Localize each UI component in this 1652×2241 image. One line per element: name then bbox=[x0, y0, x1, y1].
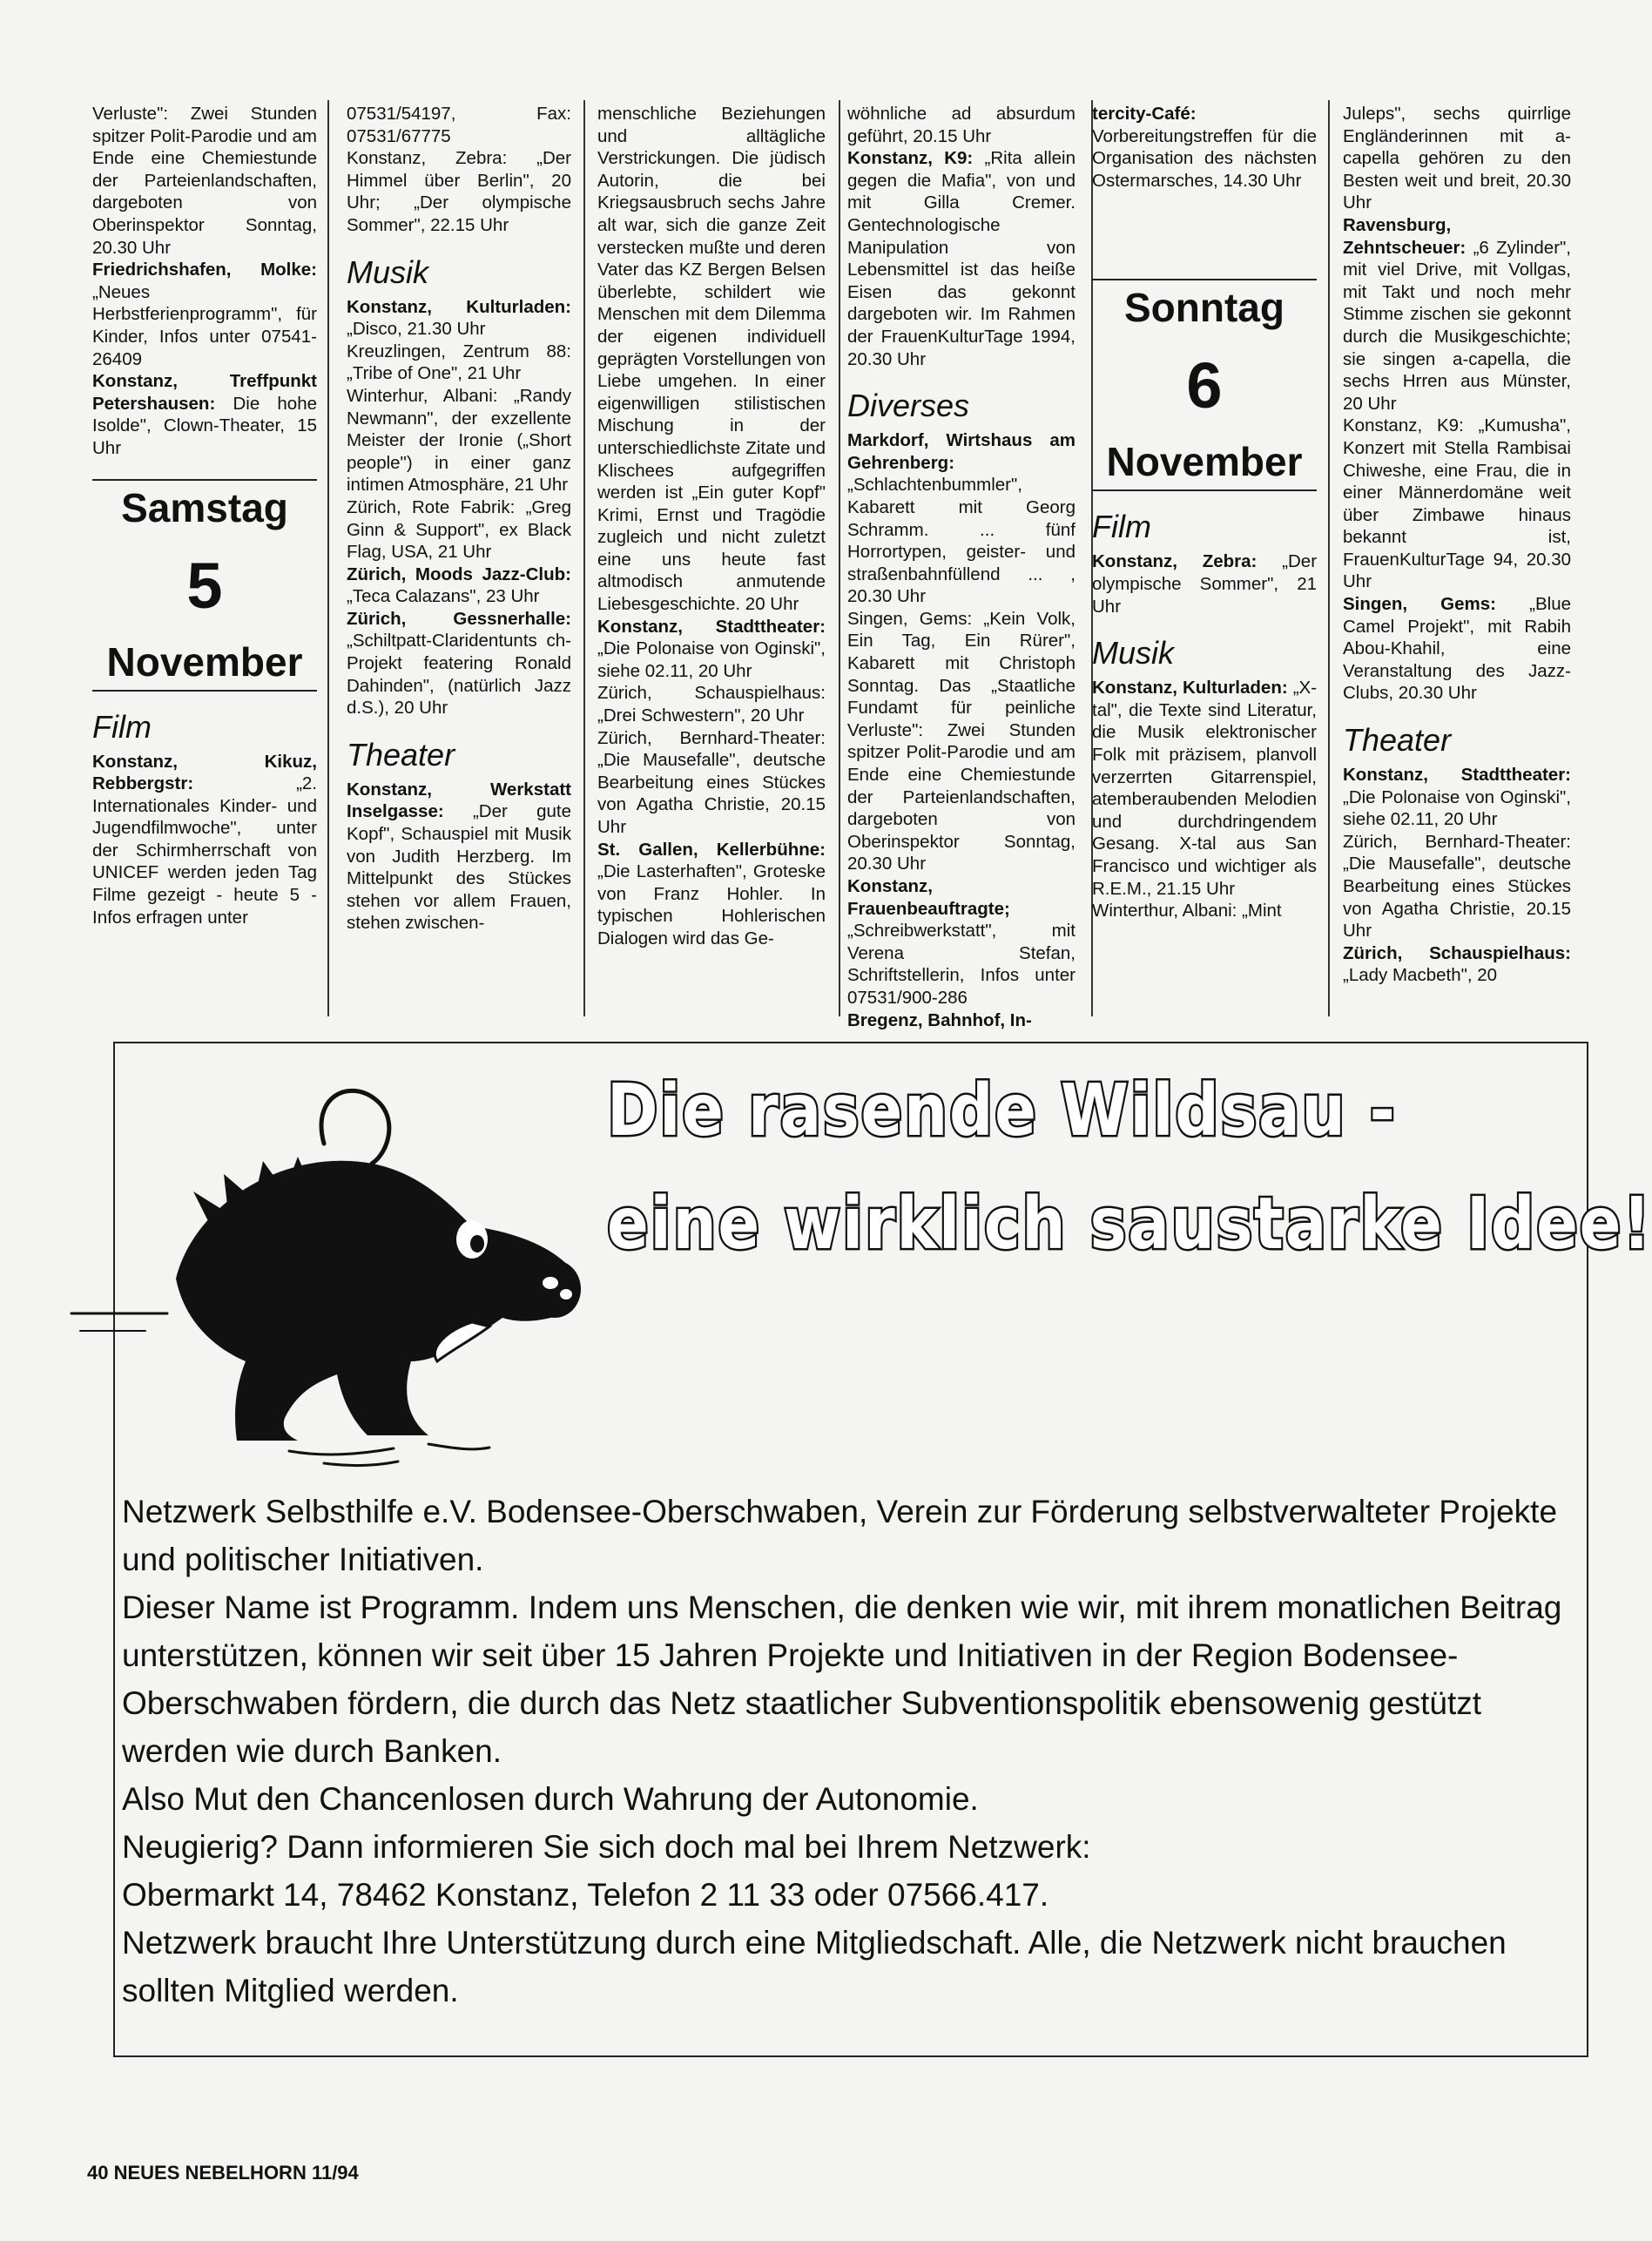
listing-entry: Konstanz, Zebra: „Der Himmel über Berlin", 20 Uhr; „Der olympische Sommer", 22.15 Uhr bbox=[347, 148, 571, 235]
ad-paragraph: Obermarkt 14, 78462 Konstanz, Telefon 2 11 33 oder 07566.417. bbox=[122, 1877, 1049, 1913]
ad-headline-line-2: eine wirklich saustarke Idee! bbox=[607, 1183, 1652, 1266]
column-6 bbox=[1343, 103, 1571, 1013]
listing-entry: Konstanz, Stadttheater: „Die Polonaise von Oginski", siehe 02.11, 20 Uhr bbox=[597, 616, 826, 681]
listing-entry: Zürich, Moods Jazz-Club: „Teca Calazans", 23 Uhr bbox=[347, 564, 571, 607]
listing-entry: Winterhur, Albani: „Randy Newmann", der exzellente Meister der Ironie („Short people") in einer ganz intimen Atmosphäre, 21 Uhr bbox=[347, 385, 571, 496]
listing-entry: Winterthur, Albani: „Mint bbox=[1092, 901, 1282, 921]
ad-paragraph: Dieser Name ist Programm. Indem uns Menschen, die denken wie wir, mit ihrem monatlichen Beitrag unterstützen, können wir seit über 15 Jahren Projekte und Initiativen in der Region Bodensee-Oberschwaben fördern, die durch das Netz staatlicher Subventionspolitik ebensowenig gestützt werden wie durch Banken. bbox=[122, 1590, 1562, 1769]
ad-headline-line-1: Die rasende Wildsau - bbox=[607, 1070, 1397, 1152]
column-4 bbox=[847, 103, 1075, 1030]
column-rule bbox=[839, 100, 840, 1016]
listing-entry: Konstanz, Kulturladen: „X-tal", die Texte sind Literatur, die Musik elektronischer Folk mit präzisem, planvoll verzerrten Gitarrenspiel, atemberaubenden Melodien und durchdringendem Gesang. X-tal aus San Francisco und wichtiger als R.E.M., 21.15 Uhr bbox=[1092, 678, 1318, 899]
listing-entry: Konstanz, Kikuz, Rebbergstr: „2. Internationales Kinder- und Jugendfilmwoche", unter der Schirmherrschaft von UNICEF werden jeden Tag Filme gezeigt - heute 5 - Infos erfragen unter bbox=[92, 751, 317, 928]
listing-entry: Verluste": Zwei Stunden spitzer Polit-Parodie und am Ende eine Chemiestunde der Parteienlandschaften, dargeboten von Oberinspektor Sonntag, 20.30 Uhr bbox=[92, 104, 317, 258]
listing-entry: Zürich, Gessnerhalle: „Schiltpatt-Claridentunts ch-Projekt featering Ronald Dahinden", (natürlich Jazz d.S.), 20 Uhr bbox=[347, 608, 571, 719]
listing-entry: Konstanz, Zebra: „Der olympische Sommer", 21 Uhr bbox=[1092, 551, 1318, 617]
listing-entry: St. Gallen, Kellerbühne: „Die Lasterhaften", Groteske von Franz Hohler. In typischen Hohlerischen Dialogen wird das Ge- bbox=[597, 839, 826, 948]
listing-entry: menschliche Beziehungen und alltägliche Verstrickungen. Die jüdisch Autorin, die bei Kriegsausbruch sechs Jahre alt war, sich die ganze Zeit verstecken mußte und deren Vater das KZ Bergen Belsen überlebte, schildert wie Menschen mit dem Dilemma der eigenen individuell geprägten Vorstellungen von Liebe umgehen. In einer eigenwilligen stilistischen Mischung in der unterschiedlichste Zitate und Klischees aufgegriffen werden ist „Ein guter Kopf" Krimi, Ernst und Tragödie zugleich und nicht zuletzt eine uns heute fast altmodisch anmutende Liebesgeschichte. 20 Uhr bbox=[597, 104, 826, 615]
column-rule bbox=[327, 100, 329, 1016]
listing-entry: Kreuzlingen, Zentrum 88: „Tribe of One", 21 Uhr bbox=[347, 341, 571, 384]
section-heading: Theater bbox=[347, 736, 455, 773]
listing-entry: tercity-Café: Vorbereitungstreffen für die Organisation des nächsten Ostermarsches, 14.30 Uhr bbox=[1092, 104, 1317, 191]
ad-paragraph: Neugierig? Dann informieren Sie sich doch mal bei Ihrem Netzwerk: bbox=[122, 1829, 1091, 1865]
listing-entry: Singen, Gems: „Kein Volk, Ein Tag, Ein Rürer", Kabarett mit Christoph Sonntag. Das „Staatliche Fundamt für peinliche Verluste": Zwei Stunden spitzer Polit-Parodie und am Ende eine Chemiestunde der Parteienlandschaften, dargeboten von Oberinspektor Sonntag, 20.30 Uhr bbox=[847, 608, 1075, 874]
listing-entry: Bregenz, Bahnhof, In- bbox=[847, 1009, 1032, 1030]
listing-entry: Konstanz, Werkstatt Inselgasse: „Der gute Kopf", Schauspiel mit Musik von Judith Herzberg. Im Mittelpunkt des Stückes stehen vor allem Frauen, stehen zwischen- bbox=[347, 779, 571, 934]
listing-entry: Konstanz, Kulturladen: „Disco, 21.30 Uhr bbox=[347, 296, 571, 340]
listing-entry: Friedrichshafen, Molke: „Neues Herbstferienprogramm", für Kinder, Infos unter 07541-26409 bbox=[92, 260, 317, 369]
listing-entry: wöhnliche ad absurdum geführt, 20.15 Uhr bbox=[847, 104, 1075, 146]
section-heading: Musik bbox=[1092, 635, 1175, 672]
ad-paragraph: Also Mut den Chancenlosen durch Wahrung der Autonomie. bbox=[122, 1781, 979, 1817]
column-3 bbox=[597, 103, 826, 1013]
advertisement-box bbox=[113, 1042, 1652, 2057]
section-heading: Musik bbox=[347, 253, 429, 290]
wild-boar-icon bbox=[63, 1061, 603, 1470]
listing-entry: Konstanz, Stadttheater: „Die Polonaise von Oginski", siehe 02.11, 20 Uhr bbox=[1343, 765, 1571, 830]
column-rule bbox=[583, 100, 585, 1016]
listing-entry: Konstanz, Frauenbeauftragte; „Schreibwerkstatt", mit Verena Stefan, Schriftstellerin, Infos unter 07531/900-286 bbox=[847, 876, 1075, 1008]
ad-paragraph: Netzwerk Selbsthilfe e.V. Bodensee-Oberschwaben, Verein zur Förderung selbstverwalteter Projekte und politischer Initiativen. bbox=[122, 1494, 1558, 1577]
column-2 bbox=[347, 103, 571, 1013]
listing-entry: Zürich, Schauspielhaus: „Drei Schwestern", 20 Uhr bbox=[597, 683, 826, 726]
page-footer: 40 NEUES NEBELHORN 11/94 bbox=[87, 2162, 359, 2184]
listing-entry: Konstanz, Treffpunkt Petershausen: Die hohe Isolde", Clown-Theater, 15 Uhr bbox=[92, 371, 318, 458]
section-heading: Film bbox=[92, 708, 152, 745]
section-heading: Film bbox=[1092, 509, 1151, 545]
ad-paragraph: Netzwerk braucht Ihre Unterstützung durch eine Mitgliedschaft. Alle, die Netzwerk nicht brauchen sollten Mitglied werden. bbox=[122, 1925, 1507, 2008]
listing-entry: Konstanz, K9: „Rita allein gegen die Mafia", von und mit Gilla Cremer. Gentechnologische Manipulation von Lebensmittel ist das heiße Eisen das gekonnt dargeboten wir. Im Rahmen der FrauenKulturTage 1994, 20.30 Uhr bbox=[847, 148, 1075, 369]
day-header-saturday: Samstag 5 November bbox=[92, 479, 317, 692]
listing-entry: Singen, Gems: „Blue Camel Projekt", mit Rabih Abou-Khahil, eine Veranstaltung des Jazz-Clubs, 20.30 Uhr bbox=[1343, 594, 1571, 704]
section-heading: Diverses bbox=[847, 388, 970, 424]
section-heading: Theater bbox=[1343, 722, 1452, 759]
day-header-sunday: Sonntag 6 November bbox=[1092, 279, 1317, 491]
column-1 bbox=[92, 103, 317, 1013]
listing-entry: Zürich, Schauspielhaus: „Lady Macbeth", 20 bbox=[1343, 942, 1571, 986]
listing-entry: Juleps", sechs quirrlige Engländerinnen mit a-capella gehören zu den Besten weit und breit, 20.30 Uhr bbox=[1343, 104, 1571, 213]
listing-entry: Zürich, Bernhard-Theater: „Die Mausefalle", deutsche Bearbeitung eines Stückes von Agatha Christie, 20.15 Uhr bbox=[1343, 831, 1571, 942]
column-rule bbox=[1328, 100, 1330, 1016]
listing-entry: Ravensburg, Zehntscheuer: „6 Zylinder", mit viel Drive, mit Vollgas, mit Takt und noch mehr Stimme zischen sie gekonnt durch die Musikgeschichte; sie singen a-capella, die sechs Hrren aus Münster, 20 Uhr bbox=[1343, 214, 1572, 414]
listing-entry: 07531/54197, Fax: 07531/67775 bbox=[347, 104, 571, 146]
ad-body-text bbox=[122, 1488, 1576, 2015]
column-5 bbox=[1092, 103, 1317, 1013]
listing-entry: Konstanz, K9: „Kumusha", Konzert mit Stella Rambisai Chiweshe, eine Frau, die in einer Männerdomäne weit über Zimbawe hinaus bekannt ist, FrauenKulturTage 94, 20.30 Uhr bbox=[1343, 415, 1571, 592]
listing-entry: Zürich, Rote Fabrik: „Greg Ginn & Support", ex Black Flag, USA, 21 Uhr bbox=[347, 496, 571, 563]
listing-entry: Zürich, Bernhard-Theater: „Die Mausefalle", deutsche Bearbeitung eines Stückes von Agatha Christie, 20.15 Uhr bbox=[597, 727, 826, 837]
listing-entry: Markdorf, Wirtshaus am Gehrenberg: „Schlachtenbummler", Kabarett mit Georg Schramm. ... fünf Horrortypen, geister- und straßenbahnfüllend ... , 20.30 Uhr bbox=[847, 430, 1075, 607]
